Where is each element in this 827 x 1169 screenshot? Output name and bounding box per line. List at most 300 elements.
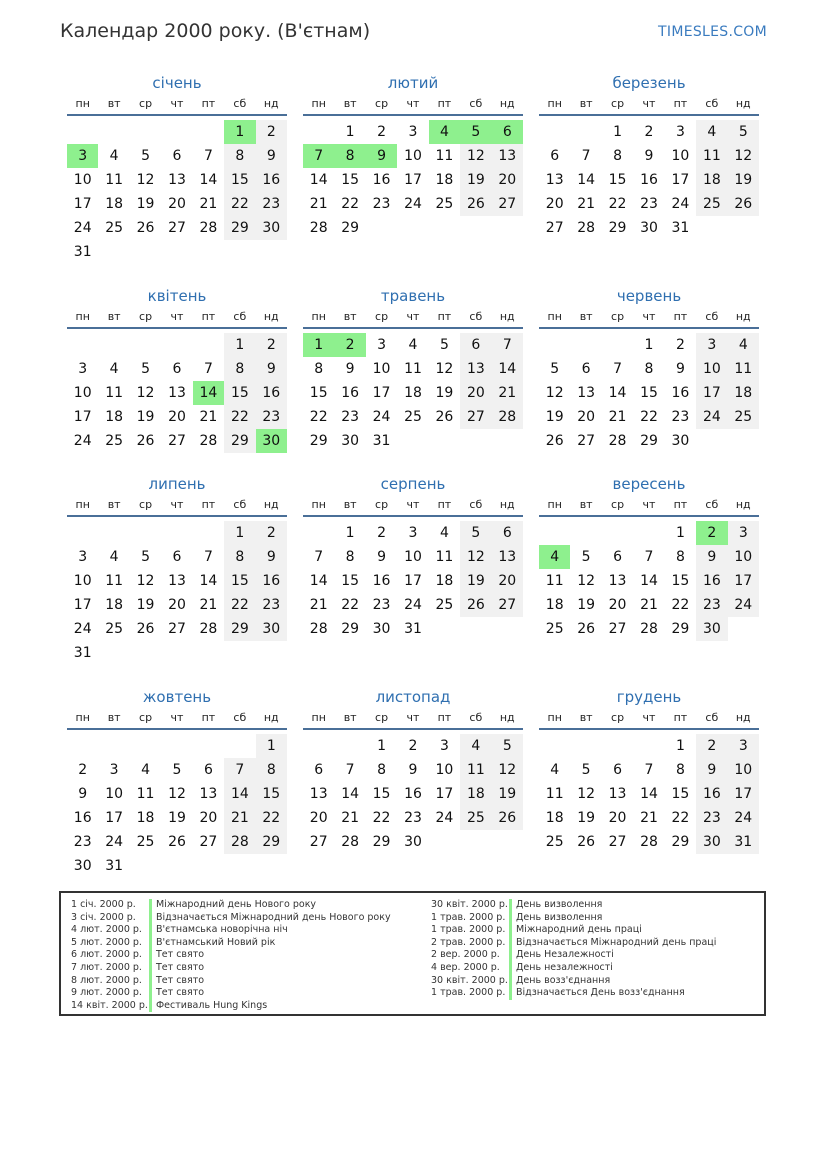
day-cell: 25 <box>545 834 564 850</box>
day-cell: 14 <box>199 573 218 589</box>
day-cell: 18 <box>404 385 422 401</box>
day-cell: 1 <box>675 738 685 754</box>
month-7 <box>67 473 287 661</box>
day-cell: 12 <box>545 385 564 401</box>
day-cell: 20 <box>199 810 218 826</box>
day-cell: 24 <box>73 621 92 637</box>
weekday-label: чт <box>170 310 184 323</box>
day-cell: 15 <box>608 172 627 188</box>
day-cell: 18 <box>105 196 124 212</box>
day-cell: 14 <box>640 573 658 589</box>
day-cell: 26 <box>545 433 564 449</box>
day-cell: 17 <box>404 172 422 188</box>
weekday-header <box>539 94 759 116</box>
weekday-label: вт <box>579 310 593 323</box>
holiday-date: 2 вер. 2000 р. <box>431 949 500 961</box>
day-cell: 26 <box>168 834 186 850</box>
day-cell: 23 <box>256 192 287 216</box>
weekday-label: пн <box>75 97 90 110</box>
day-cell: 6 <box>314 762 324 778</box>
day-cell: 29 <box>309 433 328 449</box>
day-cell: 4 <box>539 545 570 569</box>
day-cell: 14 <box>309 172 328 188</box>
day-cell: 9 <box>345 361 355 377</box>
day-cell: 3 <box>439 738 449 754</box>
weekday-label: вт <box>107 97 121 110</box>
day-cell: 7 <box>203 549 213 565</box>
day-cell: 6 <box>203 762 213 778</box>
weekday-label: ср <box>375 711 389 724</box>
day-cell: 6 <box>460 333 491 357</box>
day-cell: 12 <box>136 573 155 589</box>
day-cell: 8 <box>644 361 654 377</box>
day-cell: 13 <box>199 786 218 802</box>
day-cell: 20 <box>168 196 186 212</box>
weekday-label: ср <box>375 310 389 323</box>
day-cell: 15 <box>256 782 287 806</box>
day-cell: 23 <box>73 834 92 850</box>
day-cell: 18 <box>105 597 124 613</box>
day-cell: 12 <box>435 361 454 377</box>
day-cell: 19 <box>136 196 155 212</box>
day-cell: 17 <box>372 385 391 401</box>
day-cell: 5 <box>141 148 151 164</box>
month-name: лютий <box>387 74 439 92</box>
holiday-list <box>59 891 766 1016</box>
holiday-name: День визволення <box>509 899 602 912</box>
weekday-label: сб <box>469 97 483 110</box>
day-cell: 2 <box>334 333 365 357</box>
day-cell: 8 <box>334 144 365 168</box>
day-cell: 19 <box>577 597 596 613</box>
holiday-name: День возз'єднання <box>509 975 610 988</box>
month-6 <box>539 285 759 473</box>
day-cell: 16 <box>404 786 422 802</box>
day-cell: 1 <box>224 521 255 545</box>
day-grid <box>67 517 287 661</box>
holiday-date: 1 трав. 2000 р. <box>431 924 506 936</box>
day-cell: 4 <box>550 762 560 778</box>
day-cell: 4 <box>728 333 759 357</box>
day-cell: 25 <box>136 834 155 850</box>
day-cell: 13 <box>492 545 523 569</box>
holiday-name: В'єтнамська новорічна ніч <box>149 924 288 937</box>
weekday-label: вт <box>579 498 593 511</box>
weekday-label: сб <box>233 97 247 110</box>
day-cell: 14 <box>640 786 658 802</box>
day-cell: 23 <box>696 593 727 617</box>
day-cell: 27 <box>577 433 596 449</box>
day-cell: 21 <box>640 597 658 613</box>
weekday-label: пт <box>437 498 452 511</box>
day-cell: 19 <box>728 168 759 192</box>
day-cell: 9 <box>644 148 654 164</box>
day-cell: 9 <box>675 361 685 377</box>
holiday-name: День незалежності <box>509 962 613 975</box>
day-cell: 28 <box>199 220 218 236</box>
weekday-label: ср <box>139 711 153 724</box>
day-cell: 13 <box>309 786 328 802</box>
day-cell: 6 <box>613 549 623 565</box>
day-cell: 10 <box>73 573 92 589</box>
day-cell: 23 <box>256 405 287 429</box>
day-cell: 25 <box>105 621 124 637</box>
day-cell: 16 <box>671 385 690 401</box>
day-cell: 28 <box>199 621 218 637</box>
day-cell: 18 <box>136 810 155 826</box>
day-cell: 11 <box>696 144 727 168</box>
day-cell: 29 <box>224 617 255 641</box>
day-cell: 11 <box>435 549 454 565</box>
day-cell: 21 <box>199 196 218 212</box>
day-cell: 16 <box>341 385 360 401</box>
day-cell: 8 <box>224 357 255 381</box>
day-cell: 28 <box>224 830 255 854</box>
day-cell: 4 <box>408 337 418 353</box>
day-cell: 26 <box>460 593 491 617</box>
day-cell: 27 <box>608 834 627 850</box>
day-cell: 13 <box>608 786 627 802</box>
day-cell: 26 <box>136 220 155 236</box>
day-cell: 25 <box>404 409 422 425</box>
day-cell: 30 <box>73 858 92 874</box>
day-cell: 26 <box>435 409 454 425</box>
day-cell: 17 <box>73 409 92 425</box>
day-cell: 25 <box>696 192 727 216</box>
day-cell: 9 <box>78 786 88 802</box>
weekday-label: пт <box>437 97 452 110</box>
day-cell: 8 <box>224 144 255 168</box>
weekday-label: вт <box>343 711 357 724</box>
day-cell: 13 <box>545 172 564 188</box>
month-5 <box>303 285 523 473</box>
day-cell: 7 <box>581 148 591 164</box>
day-grid <box>303 329 523 473</box>
day-cell: 21 <box>608 409 627 425</box>
day-cell: 30 <box>640 220 658 236</box>
holiday-date: 7 лют. 2000 р. <box>71 961 142 973</box>
day-cell: 14 <box>193 381 224 405</box>
day-cell: 3 <box>109 762 119 778</box>
day-cell: 17 <box>435 786 454 802</box>
day-cell: 20 <box>608 810 627 826</box>
weekday-label: сб <box>705 310 719 323</box>
day-cell: 27 <box>168 220 186 236</box>
weekday-label: пн <box>311 97 326 110</box>
day-cell: 10 <box>73 172 92 188</box>
weekday-label: пн <box>311 310 326 323</box>
day-cell: 29 <box>224 216 255 240</box>
day-cell: 7 <box>613 361 623 377</box>
day-cell: 31 <box>105 858 124 874</box>
weekday-label: пт <box>437 711 452 724</box>
day-cell: 10 <box>671 148 690 164</box>
weekday-label: ср <box>611 310 625 323</box>
day-cell: 10 <box>728 758 759 782</box>
weekday-label: пт <box>673 97 688 110</box>
day-cell: 3 <box>408 525 418 541</box>
day-cell: 10 <box>435 762 454 778</box>
day-cell: 29 <box>640 433 658 449</box>
day-cell: 27 <box>309 834 328 850</box>
day-cell: 9 <box>256 545 287 569</box>
day-cell: 18 <box>728 381 759 405</box>
day-cell: 25 <box>728 405 759 429</box>
day-cell: 4 <box>429 120 460 144</box>
day-cell: 5 <box>492 734 523 758</box>
day-cell: 15 <box>224 569 255 593</box>
weekday-header <box>539 708 759 730</box>
day-cell: 11 <box>404 361 422 377</box>
day-cell: 15 <box>224 381 255 405</box>
day-cell: 23 <box>696 806 727 830</box>
weekday-label: ср <box>611 711 625 724</box>
day-grid <box>303 517 523 661</box>
day-grid <box>539 730 759 874</box>
month-name: листопад <box>375 688 451 706</box>
holiday-name: Тет свято <box>149 949 204 962</box>
day-cell: 12 <box>460 144 491 168</box>
day-cell: 2 <box>256 120 287 144</box>
day-cell: 1 <box>675 525 685 541</box>
day-cell: 13 <box>168 573 186 589</box>
day-cell: 19 <box>435 385 454 401</box>
day-cell: 18 <box>460 782 491 806</box>
day-grid <box>67 329 287 473</box>
day-cell: 19 <box>460 569 491 593</box>
day-cell: 4 <box>460 734 491 758</box>
weekday-label: пн <box>75 310 90 323</box>
brand-link[interactable]: TIMESLES.COM <box>658 24 767 40</box>
day-cell: 20 <box>460 381 491 405</box>
weekday-label: чт <box>642 310 656 323</box>
day-cell: 6 <box>492 521 523 545</box>
weekday-label: ср <box>611 498 625 511</box>
day-cell: 16 <box>372 172 391 188</box>
day-cell: 16 <box>696 569 727 593</box>
day-cell: 9 <box>366 144 397 168</box>
day-cell: 20 <box>577 409 596 425</box>
holiday-name: Фестиваль Hung Kings <box>149 1000 267 1013</box>
day-cell: 1 <box>377 738 387 754</box>
day-cell: 26 <box>577 621 596 637</box>
day-cell: 30 <box>341 433 360 449</box>
day-cell: 30 <box>256 617 287 641</box>
day-cell: 28 <box>341 834 360 850</box>
day-cell: 17 <box>728 782 759 806</box>
day-cell: 26 <box>577 834 596 850</box>
day-cell: 7 <box>345 762 355 778</box>
day-cell: 30 <box>404 834 422 850</box>
day-cell: 20 <box>492 168 523 192</box>
day-cell: 1 <box>224 120 255 144</box>
weekday-label: чт <box>170 498 184 511</box>
day-cell: 9 <box>408 762 418 778</box>
day-cell: 15 <box>671 786 690 802</box>
day-cell: 1 <box>256 734 287 758</box>
day-cell: 30 <box>372 621 391 637</box>
day-cell: 21 <box>309 597 328 613</box>
weekday-label: вт <box>107 711 121 724</box>
day-cell: 24 <box>105 834 124 850</box>
weekday-label: вт <box>343 97 357 110</box>
weekday-header <box>303 708 523 730</box>
weekday-label: ср <box>375 498 389 511</box>
holiday-name: Відзначається День возз'єднання <box>509 987 685 1000</box>
day-cell: 13 <box>460 357 491 381</box>
day-cell: 6 <box>172 361 182 377</box>
day-cell: 20 <box>608 597 627 613</box>
day-cell: 15 <box>640 385 658 401</box>
day-cell: 5 <box>581 762 591 778</box>
day-cell: 6 <box>492 120 523 144</box>
weekday-label: вт <box>107 310 121 323</box>
day-cell: 5 <box>141 549 151 565</box>
holiday-name: Міжнародний день праці <box>509 924 642 937</box>
weekday-header <box>67 94 287 116</box>
weekday-header <box>67 307 287 329</box>
day-cell: 1 <box>303 333 334 357</box>
weekday-label: чт <box>406 97 420 110</box>
day-cell: 12 <box>136 385 155 401</box>
day-cell: 12 <box>577 573 596 589</box>
weekday-label: пт <box>201 310 216 323</box>
weekday-label: сб <box>469 310 483 323</box>
weekday-label: пт <box>201 498 216 511</box>
weekday-label: вт <box>579 711 593 724</box>
day-cell: 30 <box>256 429 287 453</box>
month-name: травень <box>380 287 446 305</box>
day-cell: 11 <box>105 172 124 188</box>
weekday-label: сб <box>469 498 483 511</box>
day-cell: 4 <box>109 148 119 164</box>
holiday-date: 4 лют. 2000 р. <box>71 924 142 936</box>
holiday-date: 2 трав. 2000 р. <box>431 936 506 948</box>
weekday-label: пт <box>201 97 216 110</box>
weekday-label: сб <box>705 498 719 511</box>
day-cell: 7 <box>303 144 334 168</box>
weekday-label: ср <box>611 97 625 110</box>
day-cell: 18 <box>545 597 564 613</box>
day-cell: 22 <box>256 806 287 830</box>
weekday-label: нд <box>499 498 515 511</box>
day-cell: 6 <box>581 361 591 377</box>
holiday-name: Відзначається Міжнародний день Нового року <box>149 912 391 925</box>
day-cell: 12 <box>492 758 523 782</box>
weekday-label: нд <box>735 310 751 323</box>
day-cell: 8 <box>675 762 685 778</box>
day-cell: 24 <box>404 597 422 613</box>
day-cell: 6 <box>613 762 623 778</box>
weekday-label: вт <box>579 97 593 110</box>
weekday-label: сб <box>469 711 483 724</box>
weekday-label: нд <box>263 498 279 511</box>
day-cell: 1 <box>345 124 355 140</box>
weekday-label: сб <box>233 711 247 724</box>
day-cell: 26 <box>136 433 155 449</box>
day-cell: 2 <box>377 124 387 140</box>
day-cell: 14 <box>608 385 627 401</box>
day-cell: 16 <box>256 381 287 405</box>
day-cell: 3 <box>78 361 88 377</box>
day-cell: 15 <box>372 786 391 802</box>
day-cell: 14 <box>492 357 523 381</box>
day-cell: 19 <box>460 168 491 192</box>
day-cell: 28 <box>309 621 328 637</box>
weekday-label: пт <box>201 711 216 724</box>
day-cell: 11 <box>435 148 454 164</box>
month-name: жовтень <box>142 688 212 706</box>
day-cell: 16 <box>372 573 391 589</box>
day-cell: 16 <box>256 569 287 593</box>
day-cell: 16 <box>640 172 658 188</box>
month-1 <box>67 72 287 260</box>
day-cell: 6 <box>172 148 182 164</box>
day-cell: 13 <box>577 385 596 401</box>
holiday-name: Тет свято <box>149 962 204 975</box>
holiday-date: 1 січ. 2000 р. <box>71 899 136 910</box>
day-cell: 21 <box>640 810 658 826</box>
weekday-label: чт <box>170 711 184 724</box>
day-grid <box>539 116 759 260</box>
holiday-name: День Незалежності <box>509 949 614 962</box>
day-cell: 26 <box>492 806 523 830</box>
day-cell: 28 <box>577 220 596 236</box>
day-cell: 15 <box>671 573 690 589</box>
day-cell: 19 <box>577 810 596 826</box>
day-cell: 14 <box>199 172 218 188</box>
day-cell: 21 <box>199 597 218 613</box>
day-cell: 8 <box>377 762 387 778</box>
month-name: грудень <box>616 688 682 706</box>
day-cell: 28 <box>492 405 523 429</box>
weekday-label: пн <box>75 711 90 724</box>
day-cell: 25 <box>545 621 564 637</box>
day-cell: 24 <box>372 409 391 425</box>
day-cell: 28 <box>199 433 218 449</box>
day-cell: 25 <box>435 196 454 212</box>
day-cell: 7 <box>644 549 654 565</box>
day-cell: 13 <box>168 172 186 188</box>
day-grid <box>67 116 287 260</box>
weekday-label: пн <box>311 498 326 511</box>
day-cell: 28 <box>640 834 658 850</box>
day-cell: 3 <box>78 549 88 565</box>
day-cell: 8 <box>613 148 623 164</box>
day-cell: 18 <box>696 168 727 192</box>
day-cell: 22 <box>671 810 690 826</box>
day-cell: 12 <box>136 172 155 188</box>
holiday-date: 1 трав. 2000 р. <box>431 987 506 999</box>
day-cell: 14 <box>577 172 596 188</box>
day-cell: 5 <box>728 120 759 144</box>
holiday-date: 9 лют. 2000 р. <box>71 987 142 999</box>
day-cell: 10 <box>404 148 422 164</box>
day-cell: 17 <box>73 196 92 212</box>
day-cell: 11 <box>545 786 564 802</box>
weekday-header <box>67 495 287 517</box>
day-cell: 2 <box>696 521 727 545</box>
day-cell: 29 <box>608 220 627 236</box>
day-cell: 11 <box>545 573 564 589</box>
day-cell: 27 <box>492 192 523 216</box>
day-cell: 14 <box>341 786 360 802</box>
day-cell: 31 <box>372 433 391 449</box>
holiday-date: 14 квіт. 2000 р. <box>71 999 148 1011</box>
day-cell: 22 <box>309 409 328 425</box>
day-cell: 29 <box>341 220 360 236</box>
day-cell: 29 <box>671 834 690 850</box>
